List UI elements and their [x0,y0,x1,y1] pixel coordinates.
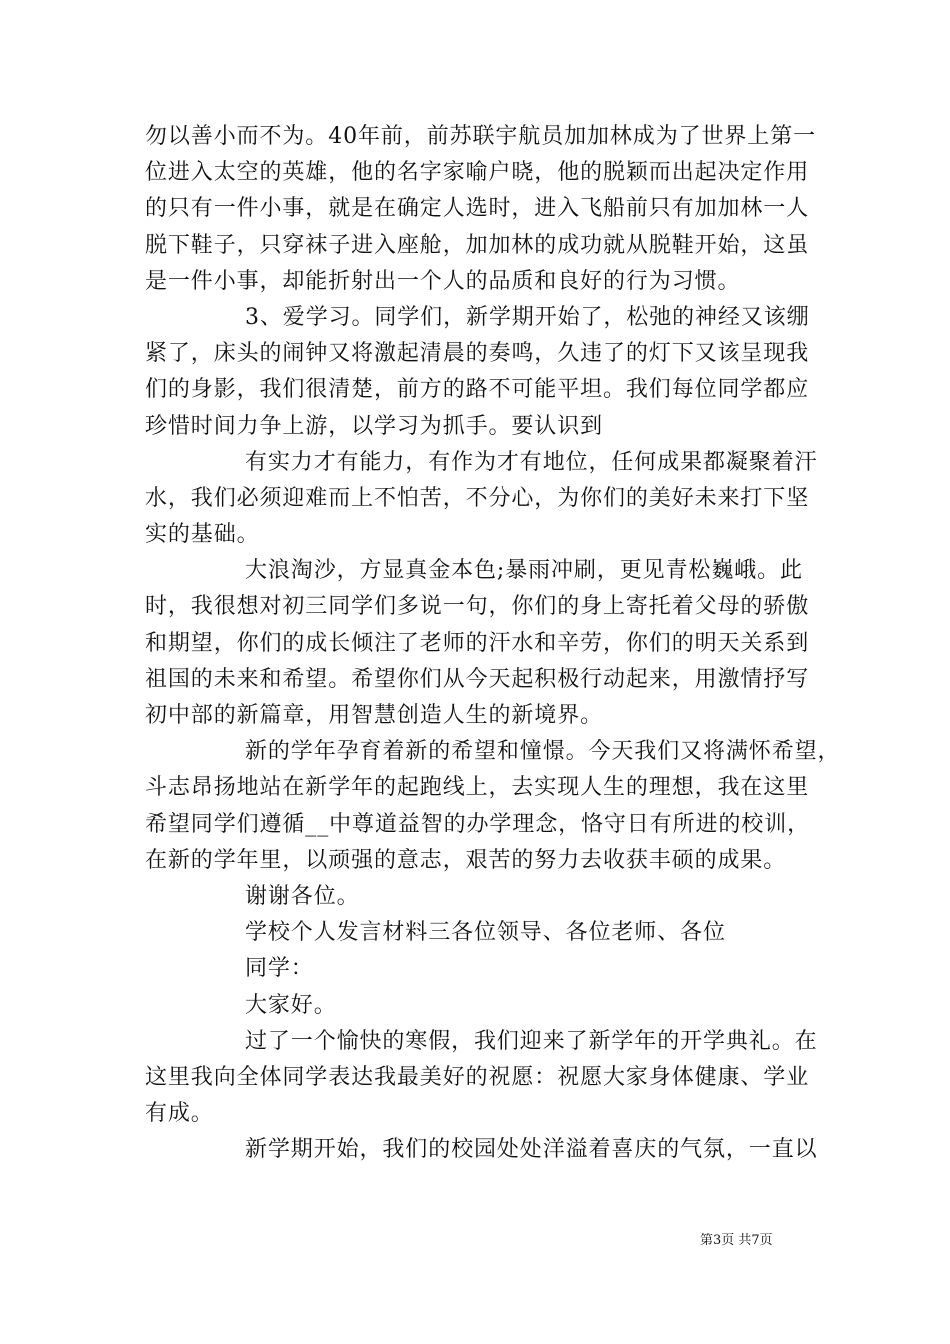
text-line: 位进入太空的英雄，他的名字家喻户晓，他的脱颖而出起决定作用 [145,160,810,186]
text-line: 同学： [245,956,314,982]
text-line: 珍惜时间力争上游，以学习为抓手。要认识到 [145,413,604,439]
text-line: 过了一个愉快的寒假，我们迎来了新学年的开学典礼。在 [245,1028,818,1054]
text-line: 谢谢各位。 [245,883,360,909]
text-line: 祖国的未来和希望。希望你们从今天起积极行动起来，用激情抒写 [145,666,810,692]
body-text [145,119,841,1168]
text-line: 新的学年孕育着新的希望和憧憬。今天我们又将满怀希望， [245,739,841,765]
text-line: 在新的学年里，以顽强的意志，艰苦的努力去收获丰硕的成果。 [145,847,787,873]
text-line: 希望同学们遵循__中尊道益智的办学理念，恪守日有所进的校训， [145,811,811,837]
text-line: 大浪淘沙，方显真金本色;暴雨冲刷，更见青松巍峨。此 [245,558,803,584]
text-line: 学校个人发言材料三各位领导、各位老师、各位 [245,920,726,946]
text-line: 是一件小事，却能折射出一个人的品质和良好的行为习惯。 [145,268,741,294]
text-line: 时，我很想对初三同学们多说一句，你们的身上寄托着父母的骄傲 [145,594,810,620]
text-line: 有成。 [145,1101,214,1127]
text-line: 新学期开始，我们的校园处处洋溢着喜庆的气氛，一直以 [245,1137,818,1163]
text-line: 脱下鞋子，只穿袜子进入座舱，加加林的成功就从脱鞋开始，这虽 [145,232,810,258]
text-line: 们的身影，我们很清楚，前方的路不可能平坦。我们每位同学都应 [145,377,810,403]
page-number: 第3页 共7页 [700,1233,773,1248]
text-line: 实的基础。 [145,522,260,548]
text-line: 这里我向全体同学表达我最美好的祝愿：祝愿大家身体健康、学业 [145,1064,810,1090]
text-line: 大家好。 [245,992,337,1018]
text-line: 3、爱学习。同学们，新学期开始了，松弛的神经又该绷 [245,304,810,330]
text-line: 紧了，床头的闹钟又将激起清晨的奏鸣，久违了的灯下又该呈现我 [145,341,810,367]
text-line: 初中部的新篇章，用智慧创造人生的新境界。 [145,703,604,728]
text-line: 斗志昂扬地站在新学年的起跑线上，去实现人生的理想，我在这里 [145,775,810,801]
text-line: 和期望，你们的成长倾注了老师的汗水和辛劳，你们的明天关系到 [145,630,810,656]
text-line: 水，我们必须迎难而上不怕苦，不分心，为你们的美好未来打下坚 [145,485,810,511]
text-line: 有实力才有能力，有作为才有地位，任何成果都凝聚着汗 [245,449,818,475]
text-line: 勿以善小而不为。40年前，前苏联宇航员加加林成为了世界上第一 [145,124,816,149]
text-line: 的只有一件小事，就是在确定人选时，进入飞船前只有加加林一人 [145,196,810,222]
